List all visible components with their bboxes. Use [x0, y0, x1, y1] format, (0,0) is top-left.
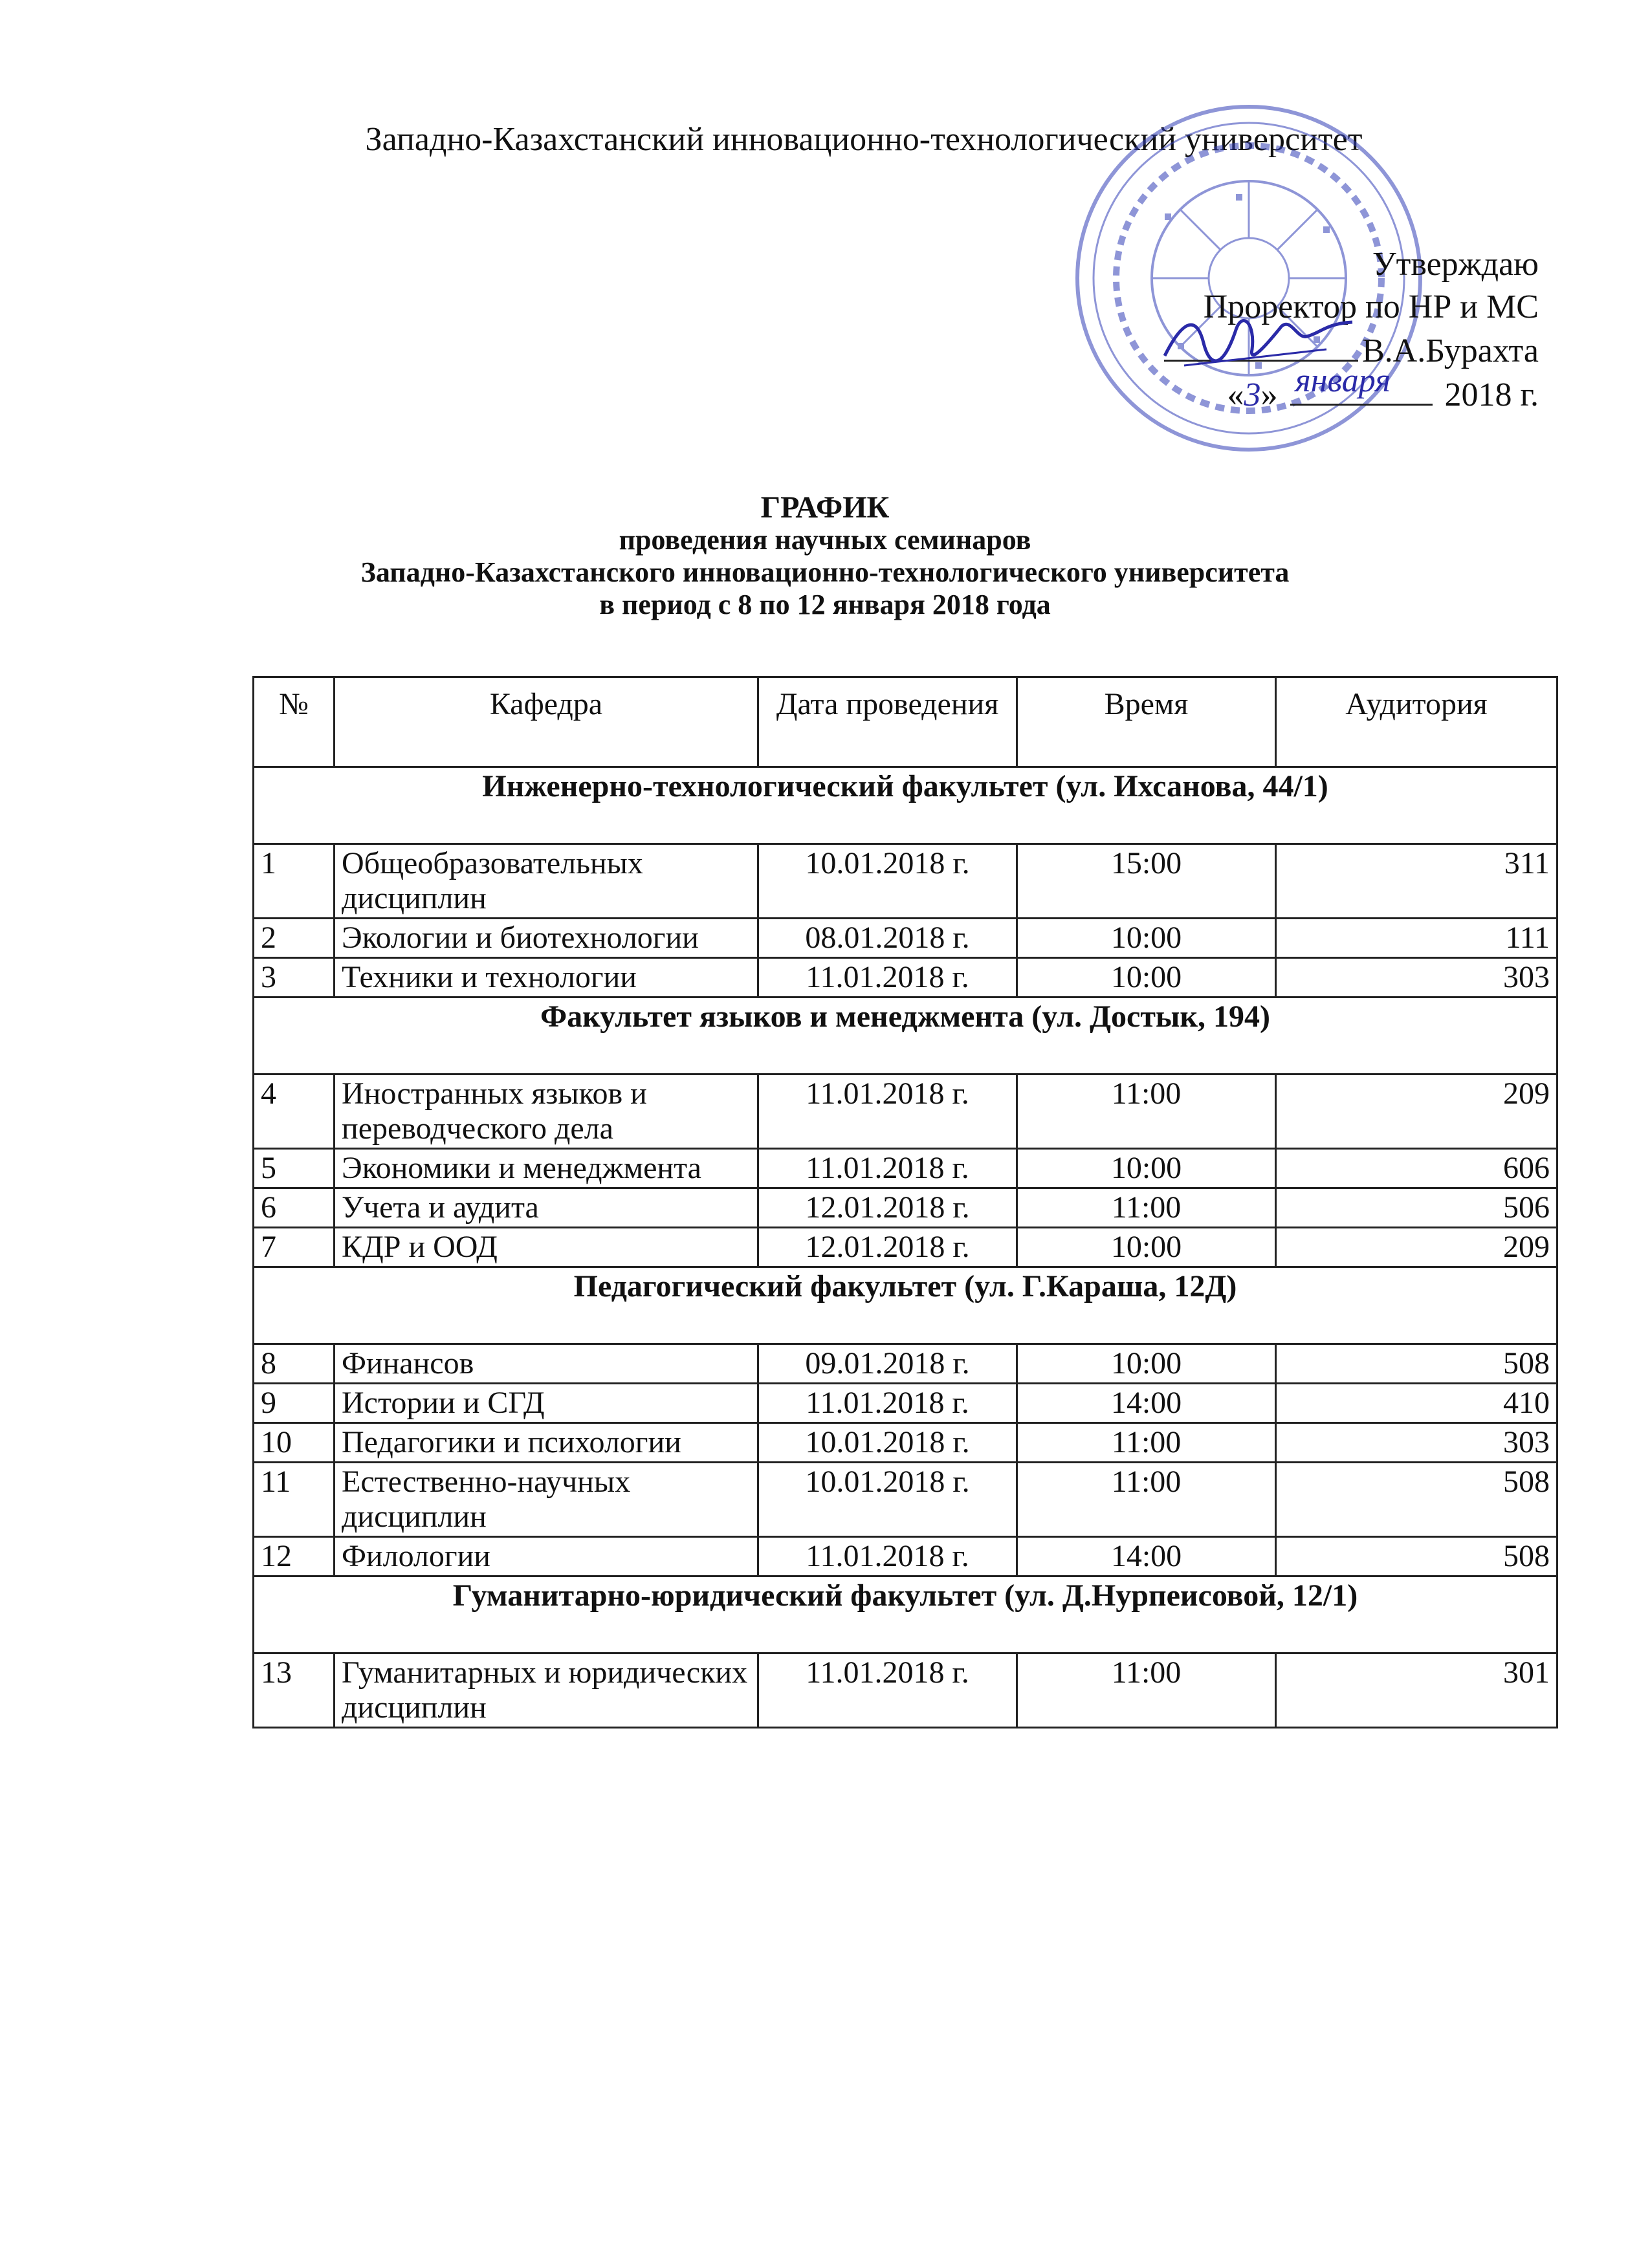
table-row [254, 1463, 1557, 1537]
row-date: 12.01.2018 г. [758, 1188, 1017, 1228]
row-date: 11.01.2018 г. [758, 1074, 1017, 1149]
faculty-title: Педагогический факультет (ул. Г.Караша, 12Д) [254, 1267, 1557, 1344]
row-room: 508 [1276, 1537, 1557, 1576]
row-time: 10:00 [1017, 1344, 1276, 1384]
row-date: 11.01.2018 г. [758, 1653, 1017, 1728]
row-time: 11:00 [1017, 1188, 1276, 1228]
faculty-row [254, 767, 1557, 844]
header-date: Дата проведения [758, 677, 1017, 767]
table-header-row [254, 677, 1557, 767]
faculty-row [254, 1576, 1557, 1653]
table-row [254, 1384, 1557, 1423]
row-time: 10:00 [1017, 1228, 1276, 1267]
row-num: 7 [254, 1228, 335, 1267]
table-row [254, 1537, 1557, 1576]
title-line-1: проведения научных семинаров [619, 524, 1031, 556]
row-dept: Техники и технологии [335, 958, 758, 998]
row-time: 10:00 [1017, 958, 1276, 998]
approval-year: 2018 г. [1444, 376, 1539, 413]
table-row [254, 1423, 1557, 1463]
approval-date-row [1164, 362, 1539, 417]
row-time: 11:00 [1017, 1074, 1276, 1149]
row-dept: Общеобразовательных дисциплин [335, 844, 758, 919]
row-time: 11:00 [1017, 1423, 1276, 1463]
table-row [254, 1074, 1557, 1149]
row-num: 5 [254, 1149, 335, 1188]
table-row [254, 1228, 1557, 1267]
table-row [254, 919, 1557, 958]
row-date: 09.01.2018 г. [758, 1344, 1017, 1384]
row-time: 10:00 [1017, 1149, 1276, 1188]
title-line-3: в период с 8 по 12 января 2018 года [599, 589, 1051, 620]
row-dept: Филологии [335, 1537, 758, 1576]
row-dept: Экологии и биотехнологии [335, 919, 758, 958]
table-row [254, 1188, 1557, 1228]
row-num: 8 [254, 1344, 335, 1384]
table-row [254, 844, 1557, 919]
row-room: 303 [1276, 958, 1557, 998]
approval-day: 3 [1244, 376, 1261, 413]
header-num: № [254, 677, 335, 767]
month-line [1290, 362, 1433, 406]
row-num: 9 [254, 1384, 335, 1423]
approval-position: Проректор по НР и МС [1203, 289, 1539, 325]
row-date: 11.01.2018 г. [758, 958, 1017, 998]
row-room: 410 [1276, 1384, 1557, 1423]
row-num: 6 [254, 1188, 335, 1228]
document-title [0, 492, 1650, 621]
row-num: 12 [254, 1537, 335, 1576]
row-date: 08.01.2018 г. [758, 919, 1017, 958]
schedule-table [252, 676, 1558, 1728]
row-date: 10.01.2018 г. [758, 1423, 1017, 1463]
row-date: 10.01.2018 г. [758, 1463, 1017, 1537]
row-dept: Учета и аудита [335, 1188, 758, 1228]
title-line-2: Западно-Казахстанского инновационно-технологического университета [360, 556, 1290, 588]
row-date: 10.01.2018 г. [758, 844, 1017, 919]
faculty-title: Инженерно-технологический факультет (ул. Ихсанова, 44/1) [254, 767, 1557, 844]
title-main: ГРАФИК [760, 490, 890, 525]
row-dept: Гуманитарных и юридических дисциплин [335, 1653, 758, 1728]
row-room: 506 [1276, 1188, 1557, 1228]
row-time: 10:00 [1017, 919, 1276, 958]
row-dept: Экономики и менеджмента [335, 1149, 758, 1188]
row-dept: Финансов [335, 1344, 758, 1384]
row-date: 12.01.2018 г. [758, 1228, 1017, 1267]
row-time: 11:00 [1017, 1463, 1276, 1537]
row-time: 11:00 [1017, 1653, 1276, 1728]
row-time: 14:00 [1017, 1537, 1276, 1576]
approver-name: В.А.Бурахта [1361, 333, 1539, 369]
row-num: 2 [254, 919, 335, 958]
row-date: 11.01.2018 г. [758, 1537, 1017, 1576]
row-room: 606 [1276, 1149, 1557, 1188]
row-num: 13 [254, 1653, 335, 1728]
row-room: 111 [1276, 919, 1557, 958]
row-num: 3 [254, 958, 335, 998]
faculty-title: Гуманитарно-юридический факультет (ул. Д.Нурпеисовой, 12/1) [254, 1576, 1557, 1653]
table-row [254, 958, 1557, 998]
row-date: 11.01.2018 г. [758, 1384, 1017, 1423]
header-time: Время [1017, 677, 1276, 767]
faculty-row [254, 998, 1557, 1074]
row-dept: Иностранных языков и переводческого дела [335, 1074, 758, 1149]
row-room: 209 [1276, 1074, 1557, 1149]
approval-month: января [1295, 362, 1391, 399]
date-close-quote: » [1260, 376, 1278, 413]
row-room: 508 [1276, 1463, 1557, 1537]
row-room: 508 [1276, 1344, 1557, 1384]
date-open-quote: « [1227, 376, 1244, 413]
faculty-title: Факультет языков и менеджмента (ул. Достык, 194) [254, 998, 1557, 1074]
table-row [254, 1653, 1557, 1728]
row-num: 1 [254, 844, 335, 919]
row-room: 209 [1276, 1228, 1557, 1267]
table-row [254, 1149, 1557, 1188]
row-dept: Педагогики и психологии [335, 1423, 758, 1463]
header-dept: Кафедра [335, 677, 758, 767]
table-row [254, 1344, 1557, 1384]
row-room: 303 [1276, 1423, 1557, 1463]
row-time: 14:00 [1017, 1384, 1276, 1423]
row-dept: КДР и ООД [335, 1228, 758, 1267]
approval-word: Утверждаю [1372, 246, 1539, 283]
row-num: 10 [254, 1423, 335, 1463]
row-dept: Естественно-научных дисциплин [335, 1463, 758, 1537]
row-time: 15:00 [1017, 844, 1276, 919]
university-name: Западно-Казахстанский инновационно-технологический университет [365, 121, 1363, 158]
header-room: Аудитория [1276, 677, 1557, 767]
row-room: 301 [1276, 1653, 1557, 1728]
faculty-row [254, 1267, 1557, 1344]
row-num: 4 [254, 1074, 335, 1149]
handwritten-signature [1158, 304, 1359, 375]
row-room: 311 [1276, 844, 1557, 919]
row-dept: Истории и СГД [335, 1384, 758, 1423]
row-num: 11 [254, 1463, 335, 1537]
row-date: 11.01.2018 г. [758, 1149, 1017, 1188]
